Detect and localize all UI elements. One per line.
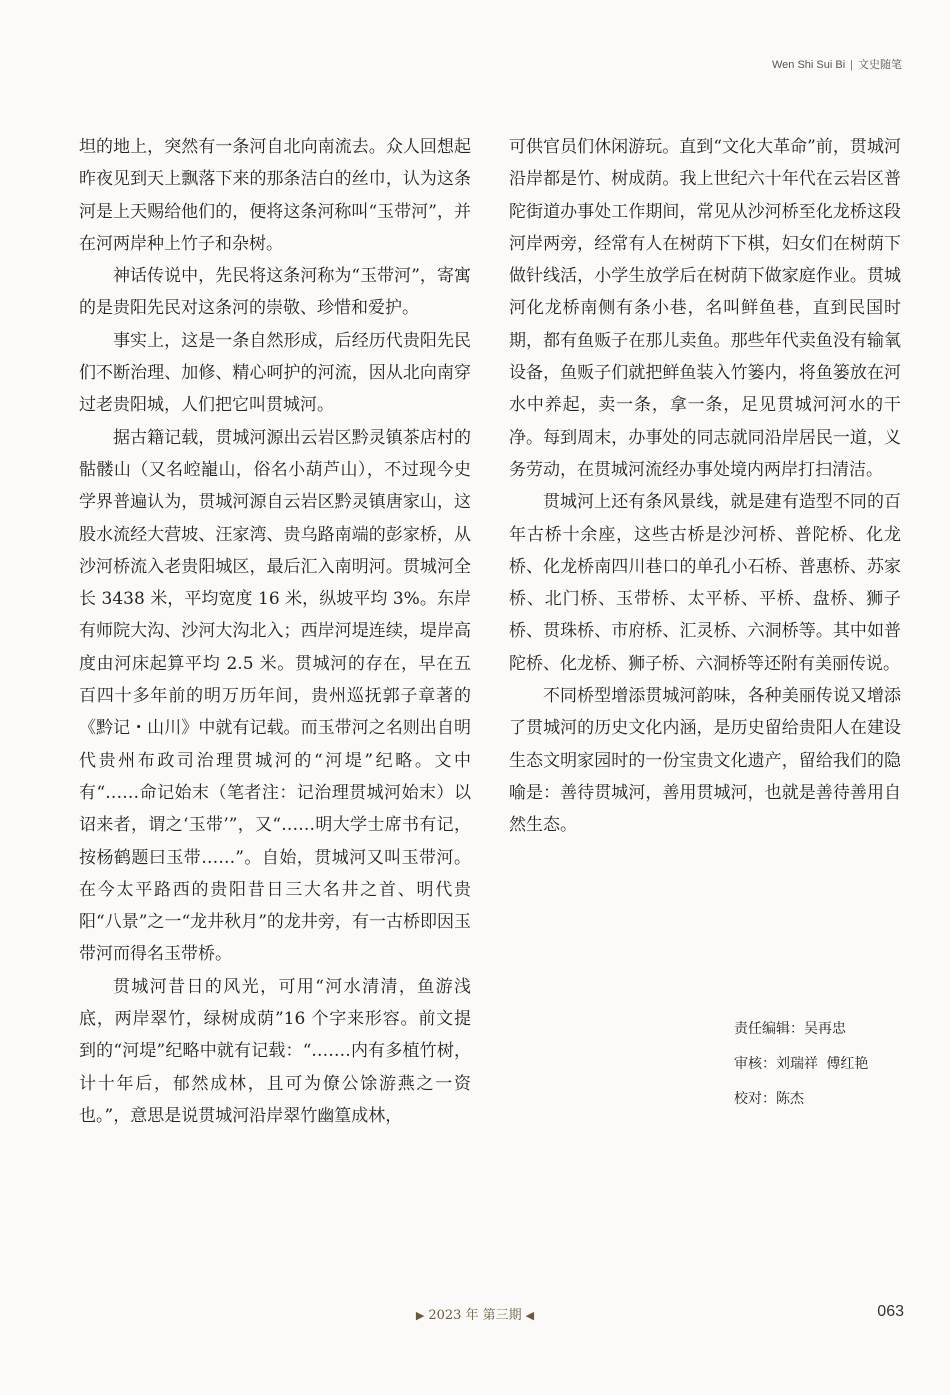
page-number: 063	[877, 1303, 904, 1320]
paragraph: 神话传说中，先民将这条河称为“玉带河”，寄寓的是贵阳先民对这条河的崇敬、珍惜和爱护。	[79, 266, 471, 319]
paragraph: 贯城河上还有条风景线，就是建有造型不同的百年古桥十余座，这些古桥是沙河桥、普陀桥、化龙桥、化龙桥南四川巷口的单孔小石桥、普惠桥、苏家桥、北门桥、玉带桥、太平桥、平桥、盘桥、狮子桥、贯珠桥、市府桥、汇灵桥、六洞桥等。其中如普陀桥、化龙桥、狮子桥、六洞桥等还附有美丽传说。	[509, 492, 901, 674]
paragraph: 事实上，这是一条自然形成，后经历代贵阳先民们不断治理、加修、精心呵护的河流，因从北向南穿过老贵阳城，人们把它叫贯城河。	[79, 330, 471, 416]
paragraph: 可供官员们休闲游玩。直到“文化大革命”前，贯城河沿岸都是竹、树成荫。我上世纪六十年代在云岩区普陀街道办事处工作期间，常见从沙河桥至化龙桥这段河岸两旁，经常有人在树荫下下棋，妇女们在树荫下做针线活，小学生放学后在树荫下做家庭作业。贯城河化龙桥南侧有条小巷，名叫鲜鱼巷，直到民国时期，都有鱼贩子在那儿卖鱼。那些年代卖鱼没有输氧设备，鱼贩子们就把鲜鱼装入竹篓内，将鱼篓放在河水中养起，卖一条，拿一条，足见贯城河河水的干净。每到周末，办事处的同志就同沿岸居民一道，义务劳动，在贯城河流经办事处境内两岸打扫清洁。	[509, 137, 901, 480]
credits-block	[734, 1012, 868, 1117]
issue-footer	[0, 1304, 950, 1323]
left-triangle-icon: ▶	[415, 1309, 425, 1322]
paragraph: 贯城河昔日的风光，可用“河水清清，鱼游浅底，两岸翠竹，绿树成荫”16 个字来形容。前文提到的“河堤”纪略中就有记载：“.……内有多植竹树，计十年后，郁然成林，且可为僚公馀游燕之一资也。”，意思是说贯城河沿岸翠竹幽篁成林，	[79, 976, 471, 1126]
paragraph: 不同桥型增添贯城河韵味，各种美丽传说又增添了贯城河的历史文化内涵，是历史留给贵阳人在建设生态文明家园时的一份宝贵文化遗产，留给我们的隐喻是：善待贯城河，善用贯城河，也就是善待善用自然生态。	[509, 686, 901, 836]
series-title: 文史随笔	[858, 59, 902, 71]
header-separator: |	[850, 59, 853, 71]
editor-credit: 责任编辑：吴再忠	[734, 1021, 846, 1037]
right-column	[509, 131, 901, 842]
left-column	[79, 131, 471, 1132]
issue-label: 2023 年 第三期	[428, 1308, 522, 1323]
right-triangle-icon: ◀	[525, 1309, 535, 1322]
reviewer-credit: 审核：刘瑞祥 傅红艳	[734, 1056, 869, 1072]
proofreader-credit: 校对：陈杰	[734, 1091, 804, 1107]
paragraph: 坦的地上，突然有一条河自北向南流去。众人回想起昨夜见到天上飘落下来的那条洁白的丝巾，认为这条河是上天赐给他们的，便将这条河称叫“玉带河”，并在河两岸种上竹子和杂树。	[79, 137, 471, 254]
series-pinyin: Wen Shi Sui Bi	[771, 59, 846, 71]
paragraph: 据古籍记载，贯城河源出云岩区黔灵镇茶店村的骷髅山（又名崆巃山，俗名小葫芦山），不过现今史学界普遍认为，贯城河源自云岩区黔灵镇唐家山，这股水流经大营坡、汪家湾、贵乌路南端的彭家桥，从沙河桥流入老贵阳城区，最后汇入南明河。贯城河全长 3438 米，平均宽度 16 米，纵坡平均 3%。东岸有师院大沟、沙河大沟北入；西岸河堤连续，堤岸高度由河床起算平均 2.5 米。贯城河的存在，早在五百四十多年前的明万历年间，贵州巡抚郭子章著的《黔记・山川》中就有记载。而玉带河之名则出自明代贵州布政司治理贯城河的“河堤”纪略。文中有“……命记始末（笔者注：记治理贯城河始末）以诏来者，谓之‘玉带’”，又“……明大学士席书有记，按杨鹤题曰玉带……”。自始，贯城河又叫玉带河。在今太平路西的贵阳昔日三大名井之首、明代贵阳“八景”之一“龙井秋月”的龙井旁，有一古桥即因玉带河而得名玉带桥。	[79, 427, 471, 965]
running-header	[772, 56, 902, 72]
